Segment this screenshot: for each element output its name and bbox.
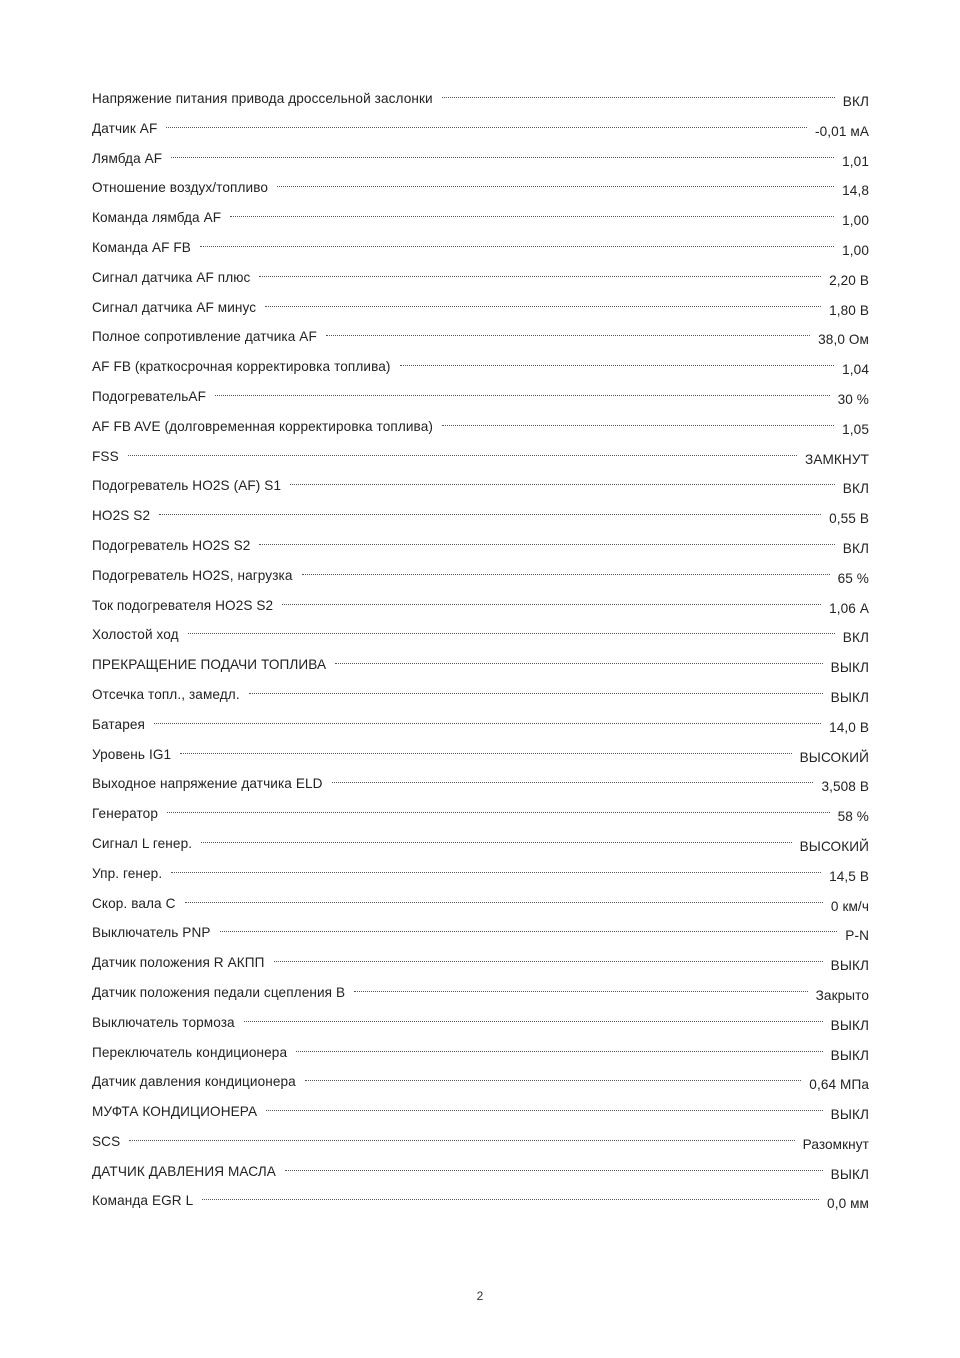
parameter-label: Подогреватель HO2S S2	[92, 537, 251, 553]
parameter-value: ВЫКЛ	[830, 1166, 869, 1182]
parameter-value: 1,80 В	[829, 302, 869, 318]
parameter-value: ВЫКЛ	[830, 689, 869, 705]
parameter-row	[92, 593, 869, 623]
parameter-row	[92, 771, 869, 801]
parameter-label: Отсечка топл., замедл.	[92, 686, 240, 702]
parameter-label: Сигнал датчика AF минус	[92, 299, 257, 315]
dot-leader	[167, 812, 830, 813]
dot-leader	[332, 782, 814, 783]
dot-leader	[159, 514, 821, 515]
parameter-label: ПодогревательAF	[92, 388, 206, 404]
parameter-row	[92, 682, 869, 712]
dot-leader	[326, 335, 810, 336]
parameter-label: Сигнал датчика AF плюс	[92, 269, 251, 285]
parameter-row	[92, 1099, 869, 1129]
parameter-label: Холостой ход	[92, 627, 179, 643]
parameter-row	[92, 1069, 869, 1099]
parameter-value: 38,0 Ом	[818, 332, 869, 348]
parameter-value: 0,55 В	[829, 511, 869, 527]
dot-leader	[442, 425, 834, 426]
dot-leader	[335, 663, 822, 664]
parameter-label: Выключатель PNP	[92, 925, 211, 941]
parameter-label: Команда EGR L	[92, 1193, 194, 1209]
parameter-value: 1,00	[842, 213, 869, 229]
dot-leader	[129, 1140, 794, 1141]
parameter-label: Батарея	[92, 716, 145, 732]
parameter-row	[92, 146, 869, 176]
parameter-value: ВЫКЛ	[830, 1047, 869, 1063]
parameter-row	[92, 1129, 869, 1159]
parameter-label: Подогреватель HO2S (AF) S1	[92, 478, 282, 494]
dot-leader	[282, 604, 821, 605]
dot-leader	[171, 157, 834, 158]
parameter-row	[92, 86, 869, 116]
dot-leader	[215, 395, 830, 396]
dot-leader	[185, 902, 823, 903]
parameter-list	[92, 86, 869, 1218]
parameter-value: 14,5 В	[829, 868, 869, 884]
parameter-label: Датчик давления кондиционера	[92, 1074, 296, 1090]
parameter-row	[92, 384, 869, 414]
dot-leader	[400, 365, 835, 366]
dot-leader	[128, 455, 797, 456]
parameter-value: ВКЛ	[842, 94, 869, 109]
parameter-row	[92, 950, 869, 980]
parameter-row	[92, 980, 869, 1010]
parameter-row	[92, 175, 869, 205]
dot-leader	[274, 961, 823, 962]
parameter-row	[92, 1040, 869, 1070]
parameter-label: Генератор	[92, 806, 158, 822]
parameter-label: Переключатель кондиционера	[92, 1044, 288, 1060]
parameter-label: ПРЕКРАЩЕНИЕ ПОДАЧИ ТОПЛИВА	[92, 657, 327, 673]
parameter-value: 58 %	[837, 809, 869, 825]
parameter-value: ВКЛ	[842, 630, 869, 646]
parameter-value: 0,0 мм	[827, 1196, 869, 1212]
parameter-label: Сигнал L генер.	[92, 835, 193, 851]
dot-leader	[249, 693, 823, 694]
parameter-label: AF FB AVE (долговременная корректировка топлива)	[92, 418, 434, 434]
parameter-value: 1,06 А	[829, 600, 869, 616]
dot-leader	[154, 723, 821, 724]
dot-leader	[202, 1199, 819, 1200]
parameter-row	[92, 324, 869, 354]
parameter-value: 2,20 В	[829, 272, 869, 288]
parameter-value: 65 %	[837, 570, 869, 586]
parameter-row	[92, 861, 869, 891]
parameter-label: Выходное напряжение датчика ELD	[92, 776, 323, 792]
parameter-value: 1,00	[842, 242, 869, 258]
parameter-label: Команда лямбда AF	[92, 210, 222, 226]
parameter-label: Выключатель тормоза	[92, 1014, 235, 1030]
parameter-row	[92, 265, 869, 295]
parameter-value: ВЫСОКИЙ	[799, 838, 869, 854]
parameter-label: Команда AF FB	[92, 239, 191, 255]
parameter-value: 1,04	[842, 362, 869, 378]
parameter-row	[92, 1010, 869, 1040]
dot-leader	[277, 186, 834, 187]
parameter-value: P-N	[845, 928, 869, 944]
parameter-label: HO2S S2	[92, 508, 151, 524]
parameter-value: ВЫКЛ	[830, 958, 869, 974]
parameter-row	[92, 563, 869, 593]
parameter-row	[92, 742, 869, 772]
parameter-row	[92, 1188, 869, 1218]
parameter-value: -0,01 мА	[815, 123, 869, 139]
parameter-row	[92, 503, 869, 533]
parameter-value: Закрыто	[815, 987, 869, 1003]
parameter-row	[92, 444, 869, 474]
parameter-row	[92, 116, 869, 146]
parameter-row	[92, 831, 869, 861]
parameter-label: Ток подогревателя HO2S S2	[92, 597, 274, 613]
parameter-label: МУФТА КОНДИЦИОНЕРА	[92, 1104, 258, 1120]
parameter-value: ЗАМКНУТ	[805, 451, 869, 467]
parameter-label: Датчик положения педали сцепления B	[92, 984, 346, 1000]
parameter-label: Напряжение питания привода дроссельной заслонки	[92, 91, 433, 106]
dot-leader	[244, 1021, 823, 1022]
parameter-label: Отношение воздух/топливо	[92, 180, 269, 196]
parameter-row	[92, 354, 869, 384]
parameter-label: Скор. вала С	[92, 895, 176, 911]
dot-leader	[166, 127, 807, 128]
parameter-value: ВКЛ	[842, 540, 869, 556]
dot-leader	[305, 1080, 801, 1081]
dot-leader	[220, 931, 838, 932]
parameter-label: ДАТЧИК ДАВЛЕНИЯ МАСЛА	[92, 1163, 276, 1179]
parameter-label: Датчик положения R АКПП	[92, 955, 265, 971]
parameter-row	[92, 295, 869, 325]
parameter-row	[92, 652, 869, 682]
parameter-row	[92, 920, 869, 950]
dot-leader	[290, 484, 835, 485]
parameter-value: 30 %	[837, 391, 869, 407]
parameter-value: 0,64 МПа	[809, 1077, 869, 1093]
parameter-value: ВЫКЛ	[830, 1107, 869, 1123]
parameter-value: ВЫКЛ	[830, 1017, 869, 1033]
dot-leader	[265, 306, 821, 307]
parameter-row	[92, 1159, 869, 1189]
parameter-label: Полное сопротивление датчика AF	[92, 329, 317, 345]
parameter-row	[92, 235, 869, 265]
dot-leader	[188, 633, 835, 634]
dot-leader	[302, 574, 830, 575]
dot-leader	[200, 246, 834, 247]
dot-leader	[259, 544, 834, 545]
parameter-label: Подогреватель HO2S, нагрузка	[92, 567, 293, 583]
parameter-value: Разомкнут	[802, 1136, 869, 1152]
parameter-value: 1,01	[842, 153, 869, 169]
parameter-label: Упр. генер.	[92, 865, 163, 881]
parameter-value: ВЫСОКИЙ	[799, 749, 869, 765]
parameter-label: FSS	[92, 448, 119, 464]
dot-leader	[171, 872, 821, 873]
dot-leader	[354, 991, 807, 992]
dot-leader	[442, 97, 835, 98]
parameter-row	[92, 533, 869, 563]
parameter-label: AF FB (краткосрочная корректировка топлива)	[92, 359, 391, 375]
parameter-row	[92, 891, 869, 921]
parameter-label: SCS	[92, 1133, 121, 1149]
page-number: 2	[476, 1289, 484, 1303]
parameter-value: 0 км/ч	[830, 898, 869, 914]
parameter-row	[92, 473, 869, 503]
parameter-row	[92, 622, 869, 652]
dot-leader	[285, 1170, 823, 1171]
parameter-value: 3,508 В	[821, 779, 869, 795]
parameter-value: ВЫКЛ	[830, 660, 869, 676]
dot-leader	[201, 842, 792, 843]
dot-leader	[296, 1051, 823, 1052]
parameter-label: Датчик AF	[92, 120, 158, 136]
parameter-row	[92, 801, 869, 831]
parameter-value: 14,0 В	[829, 719, 869, 735]
parameter-value: 1,05	[842, 421, 869, 437]
parameter-value: ВКЛ	[842, 481, 869, 497]
parameter-label: Уровень IG1	[92, 746, 172, 762]
dot-leader	[259, 276, 821, 277]
parameter-value: 14,8	[842, 183, 869, 199]
dot-leader	[266, 1110, 822, 1111]
parameter-row	[92, 712, 869, 742]
dot-leader	[230, 216, 834, 217]
parameter-row	[92, 205, 869, 235]
parameter-label: Лямбда AF	[92, 150, 163, 166]
dot-leader	[180, 753, 791, 754]
parameter-row	[92, 414, 869, 444]
